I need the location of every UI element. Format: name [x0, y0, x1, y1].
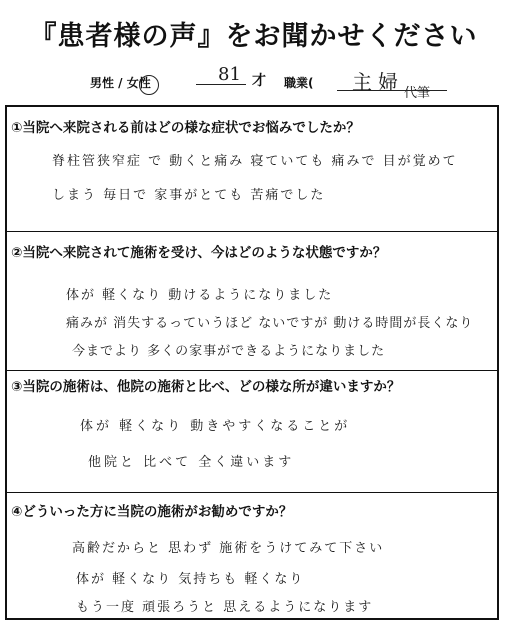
answer-3-line-2: 他院と 比べて 全く違います: [88, 455, 295, 470]
gender-label: 男性 / 女性: [90, 76, 151, 90]
answer-3-line-1: 体が 軽くなり 動きやすくなることが: [80, 419, 351, 434]
question-4: ④どういった方に当院の施術がお勧めですか？: [11, 504, 293, 520]
question-2: ②当院へ来院されて施術を受け、今はどのような状態ですか？: [11, 245, 387, 261]
gender-selection-circle: [139, 75, 159, 95]
answer-2-line-1: 体が 軽くなり 動けるようになりました: [66, 288, 334, 303]
page-title: 『患者様の声』をお聞かせください: [29, 21, 478, 52]
occupation-underline: [337, 90, 447, 91]
age-value: 81: [218, 64, 241, 85]
question-3: ③当院の施術は、他院の施術と比べ、どの様な所が違いますか？: [11, 379, 401, 395]
answer-1-line-2: しまう 毎日で 家事がとても 苦痛でした: [52, 188, 326, 203]
occupation-value: 主婦: [352, 70, 404, 94]
age-unit: 才: [252, 73, 266, 89]
answer-2-line-3: 今までより 多くの家事ができるようになりました: [72, 344, 386, 359]
answer-2-line-2: 痛みが 消失するっていうほど ないですが 動ける時間が長くなり: [66, 316, 474, 331]
occupation-note: 代筆: [404, 86, 431, 101]
section-divider: [5, 370, 499, 371]
answer-4-line-1: 高齢だからと 思わず 施術をうけてみて下さい: [72, 541, 385, 556]
age-underline: [196, 84, 246, 85]
answer-4-line-3: もう一度 頑張ろうと 思えるようになります: [76, 600, 374, 615]
section-divider: [5, 492, 499, 493]
occupation-label: 職業(: [284, 76, 314, 90]
question-1: ①当院へ来院される前はどの様な症状でお悩みでしたか？: [11, 120, 360, 136]
answer-1-line-1: 脊柱管狭窄症 で 動くと痛み 寝ていても 痛みで 目が覚めて: [52, 154, 458, 169]
section-divider: [5, 231, 499, 232]
respondent-info: [0, 64, 507, 101]
answer-4-line-2: 体が 軽くなり 気持ちも 軽くなり: [76, 572, 305, 587]
